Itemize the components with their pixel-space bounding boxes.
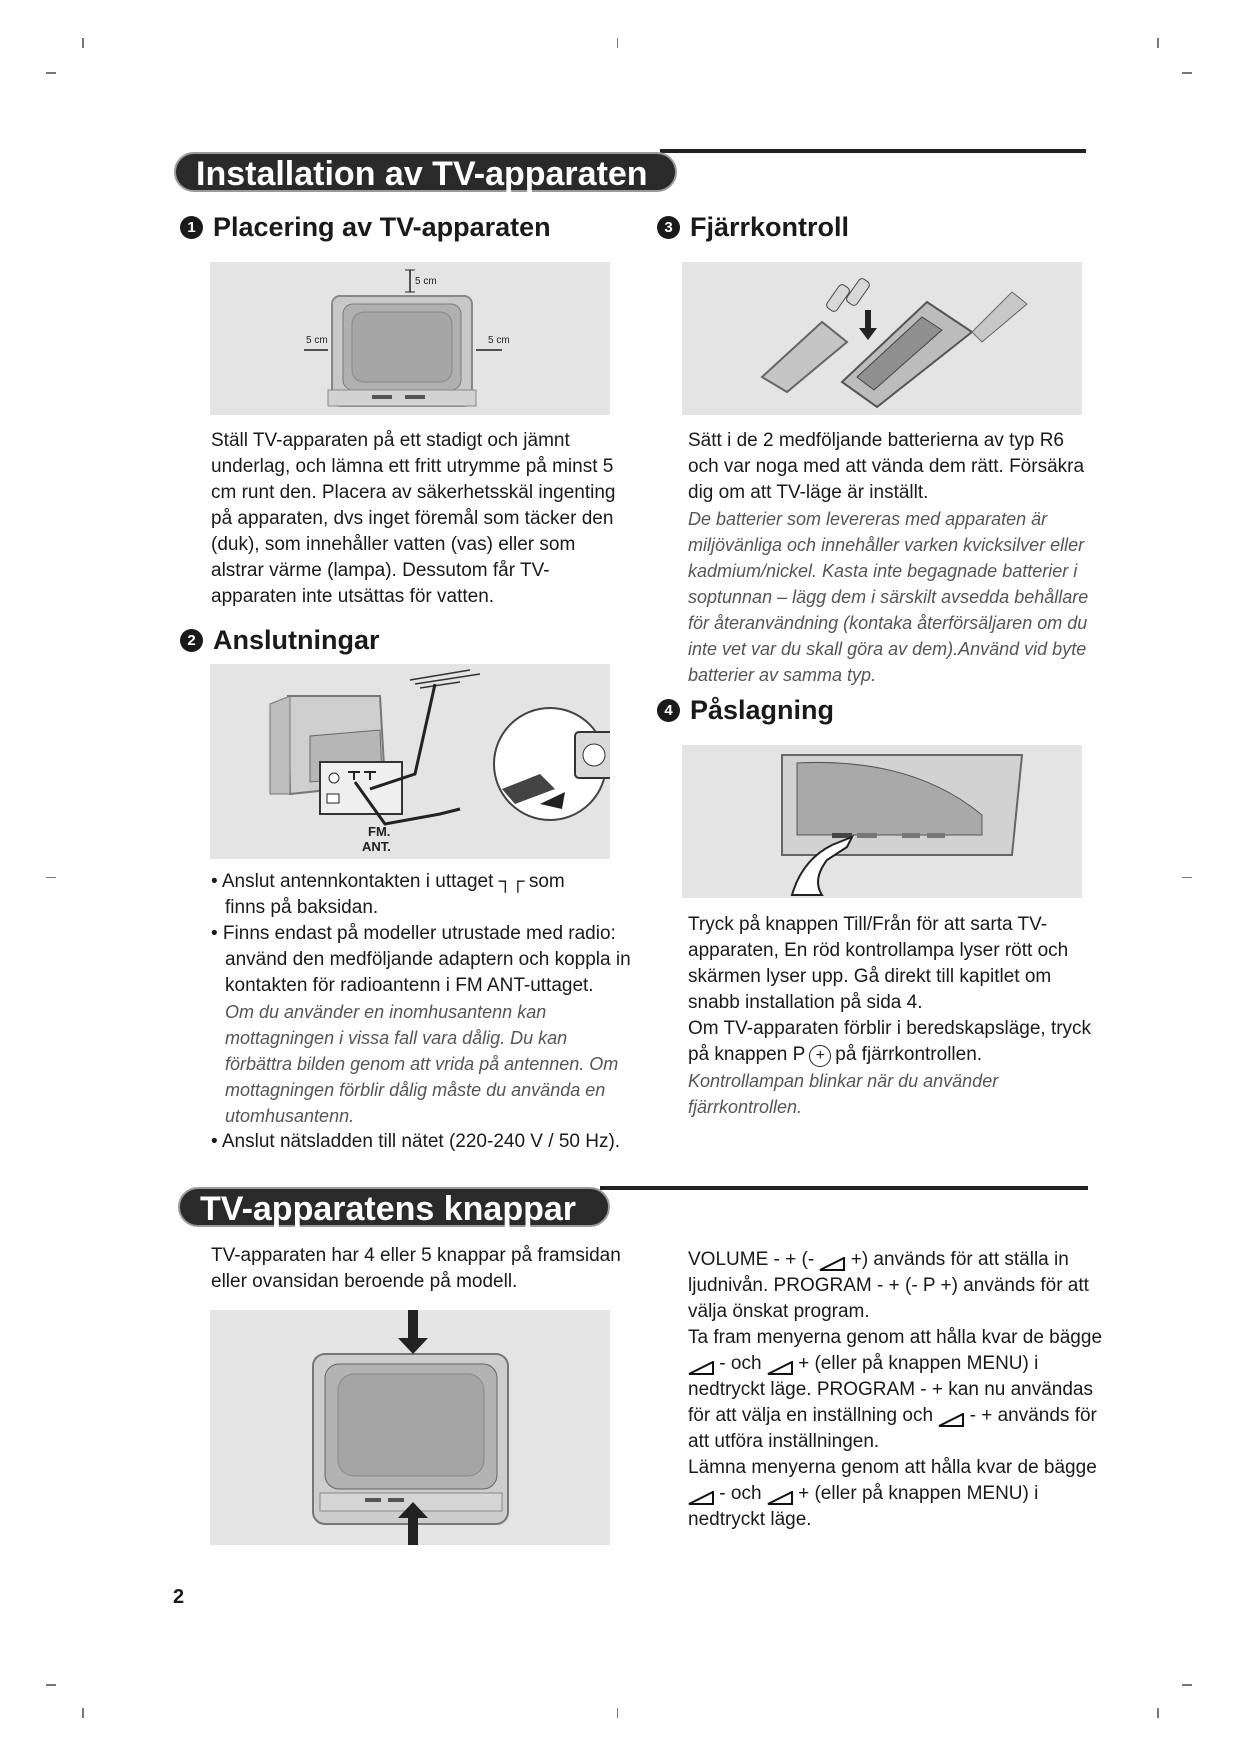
heading-anslutningar (180, 624, 380, 656)
crop-mark (617, 38, 618, 48)
paragraph-text: Ta fram menyerna genom att hålla kvar de bägge (688, 1327, 1103, 1348)
paragraph-text: VOLUME - + (- (688, 1249, 815, 1270)
label-fm-ant (362, 824, 394, 854)
bullet-item: • Anslut nätsladden till nätet (220-240 V / 50 Hz). (211, 1131, 621, 1152)
paragraph-text: + (eller på knappen MENU) i nedtryckt läge. PROGRAM - + kan nu användas för att välja en inställning och (688, 1353, 1094, 1426)
paragraph: Sätt i de 2 medföljande batterierna av typ R6 och var noga med att vända dem rätt. Försäkra dig om att TV-läge är inställt. (688, 430, 1085, 503)
paragraph (688, 1325, 1108, 1455)
plus-circle-icon: + (809, 1045, 831, 1067)
paragraph-text: - och (719, 1353, 762, 1374)
paragraph-text: - och (719, 1483, 762, 1504)
section-title: TV-apparatens knappar (178, 1187, 610, 1227)
heading-text: Fjärrkontroll (690, 212, 850, 242)
bullet-text: • Anslut antennkontakten i uttaget (211, 871, 494, 892)
connections-illustration (210, 664, 610, 859)
note-text: Kontrollampan blinkar när du använder fjärrkontrollen. (688, 1071, 999, 1117)
arrow-up-icon-shaft (408, 1516, 418, 1545)
crop-mark (617, 1708, 618, 1718)
note-text: De batterier som levereras med apparaten är miljövänliga och innehåller varken kvicksilver eller kadmium/nickel. Kasta inte begagnade batterier i soptunnan – lägg dem i särskilt avsedda behållare för återanvändning (kontaka återförsäljaren om du inte vet var du skall göra av dem).Använd vid byte batterier av samma typ. (688, 509, 1089, 685)
crop-mark (1182, 877, 1192, 878)
paragraph-text: Lämna menyerna genom att hålla kvar de bägge (688, 1457, 1097, 1478)
crop-mark (46, 1684, 56, 1686)
paragraph (688, 1455, 1108, 1533)
crop-mark (1182, 1684, 1192, 1686)
crop-mark (82, 38, 84, 48)
page-number: 2 (173, 1586, 185, 1608)
bullet-text: som (528, 871, 565, 892)
heading-placering (180, 211, 551, 243)
volume-icon (688, 1357, 714, 1371)
number-badge: 3 (657, 216, 680, 239)
heading-text: Påslagning (690, 695, 835, 725)
section-rule (660, 149, 1086, 153)
figure-tv-buttons (210, 1310, 610, 1545)
paragraph-text: + (eller på knappen MENU) i nedtryckt läge. (688, 1483, 1039, 1530)
antenna-symbol-icon: ┐┌ (498, 871, 524, 892)
number-badge: 2 (180, 629, 203, 652)
bullet-item (211, 869, 631, 921)
number-badge: 4 (657, 699, 680, 722)
heading-text: Placering av TV-apparaten (213, 212, 551, 242)
arrow-down-icon (408, 1310, 418, 1340)
volume-icon (688, 1487, 714, 1501)
number-badge: 1 (180, 216, 203, 239)
note-text: Om du använder en inomhusantenn kan mottagningen i vissa fall vara dålig. Du kan förbättra bilden genom att vrida på antennen. Om mottagningen förblir dålig måste du använda en utomhusantenn. (225, 1002, 619, 1126)
tv-buttons-illustration (210, 1310, 610, 1545)
figure-connections (210, 664, 610, 859)
text-fjarrkontroll (688, 428, 1093, 688)
power-on-illustration (682, 745, 1082, 898)
crop-mark (46, 877, 56, 878)
volume-icon (819, 1253, 845, 1267)
label-5cm-top: 5 cm (415, 276, 437, 287)
crop-mark (46, 72, 56, 74)
paragraph-text: Om TV-apparaten förblir i beredskapsläge, tryck på knappen P (688, 1018, 1092, 1065)
paragraph (688, 1016, 1093, 1068)
label-fm: FM. (368, 824, 391, 839)
remote-illustration (682, 262, 1082, 415)
volume-icon (767, 1357, 793, 1371)
paragraph: Tryck på knappen Till/Från för att sarta TV-apparaten, En röd kontrollampa lyser rött och skärmen lyser upp. Gå direkt till kapitlet om snabb installation på sida 4. (688, 914, 1069, 1013)
figure-remote (682, 262, 1082, 415)
text-knappar (688, 1247, 1108, 1533)
section-title: Installation av TV-apparaten (174, 152, 677, 192)
figure-tv-placement (210, 262, 610, 415)
heading-text: Anslutningar (213, 625, 380, 655)
label-ant: ANT. (362, 839, 391, 854)
crop-mark (1157, 38, 1159, 48)
label-5cm-right: 5 cm (488, 335, 510, 346)
crop-mark (82, 1708, 84, 1718)
text-placering (211, 428, 621, 610)
paragraph (688, 1247, 1108, 1325)
bullet-item: • Finns endast på modeller utrustade med radio: använd den medföljande adaptern och koppla in kontakten för radioantenn i FM ANT-uttaget. (211, 923, 631, 996)
paragraph: TV-apparaten har 4 eller 5 knappar på framsidan eller ovansidan beroende på modell. (211, 1245, 621, 1292)
heading-paslagning (657, 694, 834, 726)
label-5cm-left: 5 cm (306, 335, 328, 346)
figure-power-on (682, 745, 1082, 898)
section-rule (600, 1186, 1088, 1190)
paragraph-text: +) används för att ställa in ljudnivån. PROGRAM - + (- P +) används för att välja önskat program. (688, 1249, 1089, 1322)
text-anslutningar (211, 869, 631, 1155)
arrow-down-icon-head (398, 1338, 428, 1354)
tv-placement-illustration (210, 262, 610, 415)
volume-icon (938, 1409, 964, 1423)
bullet-text: finns på baksidan. (225, 897, 379, 918)
heading-fjarrkontroll (657, 211, 849, 243)
paragraph-text: - + används för att utföra inställningen. (688, 1405, 1097, 1452)
paragraph: Ställ TV-apparaten på ett stadigt och jämnt underlag, och lämna ett fritt utrymme på minst 5 cm runt den. Placera av säkerhetsskäl ingenting på apparaten, dvs inget föremål som täcker den (duk), som innehåller vatten (vas) eller som alstrar värme (lampa). Dessutom får TV-apparaten inte utsättas för vatten. (211, 430, 616, 607)
text-paslagning (688, 912, 1093, 1120)
crop-mark (1182, 72, 1192, 74)
volume-icon (767, 1487, 793, 1501)
text-knappar-intro (211, 1243, 621, 1295)
paragraph-text: på fjärrkontrollen. (835, 1044, 983, 1065)
crop-mark (1157, 1708, 1159, 1718)
